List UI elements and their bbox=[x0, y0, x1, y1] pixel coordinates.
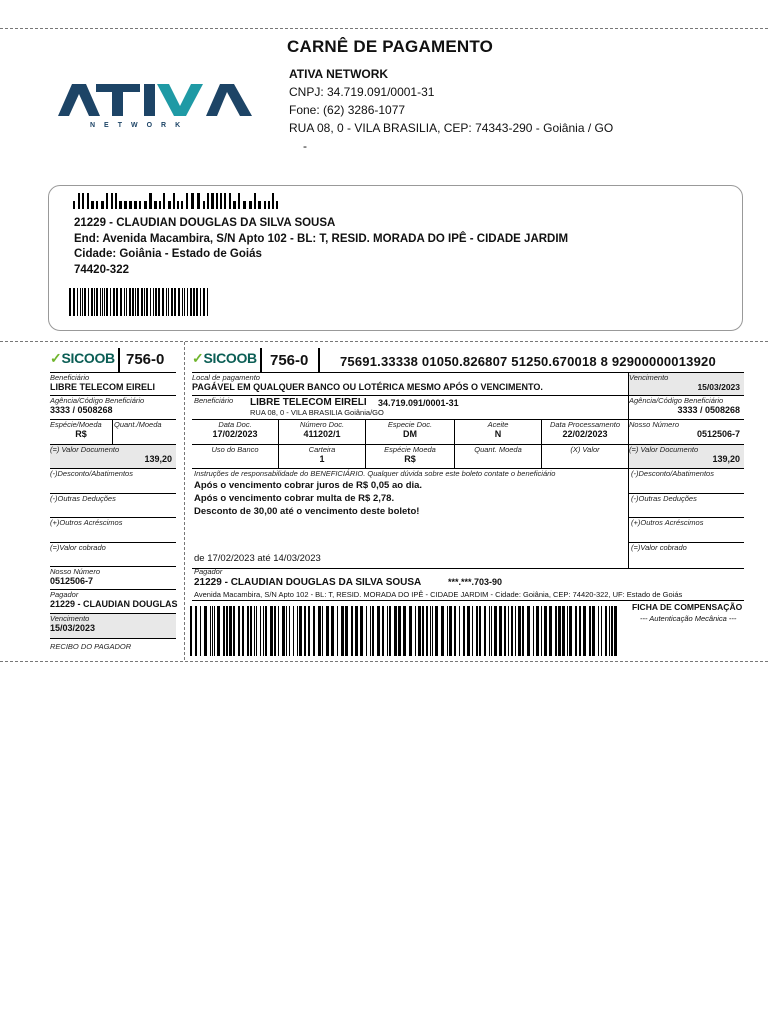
barcode-bar bbox=[370, 606, 371, 656]
barcode-bar bbox=[270, 606, 273, 656]
barcode-bar bbox=[78, 193, 80, 209]
especie-moeda: R$ bbox=[404, 454, 416, 464]
barcode-bar bbox=[220, 193, 222, 209]
barcode-bar bbox=[200, 288, 201, 316]
receipt-beneficiario-label: Beneficiário bbox=[50, 373, 90, 382]
barcode-bar bbox=[614, 606, 617, 656]
digitable-line: 75691.33338 01050.826807 51250.670018 8 92900000013920 bbox=[340, 354, 716, 369]
receipt-nosso: 0512506-7 bbox=[50, 576, 94, 586]
especie-doc: DM bbox=[403, 429, 417, 439]
receipt-acrescimos-label: (+)Outros Acréscimos bbox=[50, 518, 123, 527]
barcode-bar bbox=[73, 288, 75, 316]
barcode-bar bbox=[94, 288, 95, 316]
recipient-zip: 74420-322 bbox=[74, 263, 129, 276]
uso-banco-label: Uso do Banco bbox=[211, 445, 259, 454]
barcode-bar bbox=[233, 201, 236, 209]
company-address: RUA 08, 0 - VILA BRASILIA, CEP: 74343-290 - Goiânia / GO bbox=[289, 121, 614, 135]
barcode-bar bbox=[119, 201, 122, 209]
barcode-bar bbox=[177, 201, 179, 209]
data-doc: 17/02/2023 bbox=[212, 429, 258, 439]
barcode-bar bbox=[115, 193, 117, 209]
barcode-bar bbox=[116, 288, 118, 316]
barcode-bar bbox=[203, 288, 205, 316]
barcode-bar bbox=[268, 201, 270, 209]
barcode-bar bbox=[200, 606, 201, 656]
receipt-outras-label: (-)Outras Deduções bbox=[50, 494, 116, 503]
barcode-bar bbox=[137, 288, 139, 316]
barcode-bar bbox=[508, 606, 509, 656]
barcode-bar bbox=[293, 606, 294, 656]
barcode-bar bbox=[242, 606, 244, 656]
barcode-bar bbox=[91, 201, 94, 209]
barcode-bar bbox=[195, 606, 197, 656]
barcode-bar bbox=[422, 606, 424, 656]
barcode-bar bbox=[129, 288, 131, 316]
barcode-bar bbox=[398, 606, 401, 656]
barcode-bar bbox=[96, 288, 98, 316]
barcode-bar bbox=[139, 201, 141, 209]
autenticacao-mecanica: --- Autenticação Mecânica --- bbox=[640, 614, 737, 623]
barcode-bar bbox=[193, 288, 195, 316]
receipt-valor-label: (=) Valor Documento bbox=[50, 445, 120, 454]
slip-bank-header bbox=[192, 348, 744, 372]
barcode-bar bbox=[341, 606, 344, 656]
slip-cobrado-label: (=)Valor cobrado bbox=[631, 543, 687, 552]
local-label: Local de pagamento bbox=[192, 373, 260, 382]
zip-barcode bbox=[69, 288, 211, 316]
barcode-bar bbox=[499, 606, 502, 656]
barcode-bar bbox=[355, 606, 358, 656]
barcode-bar bbox=[88, 288, 89, 316]
barcode-bar bbox=[91, 288, 93, 316]
company-cnpj: CNPJ: 34.719.091/0001-31 bbox=[289, 85, 435, 99]
barcode-bar bbox=[173, 193, 175, 209]
barcode-bar bbox=[337, 606, 338, 656]
receipt-venc-label: Vencimento bbox=[50, 614, 90, 623]
barcode-bar bbox=[190, 606, 192, 656]
barcode-bar bbox=[522, 606, 524, 656]
receipt-pagador: 21229 - CLAUDIAN DOUGLAS bbox=[50, 599, 178, 609]
barcode-bar bbox=[331, 606, 334, 656]
quant-moeda-label: Quant. Moeda bbox=[474, 445, 522, 454]
barcode-bar bbox=[432, 606, 433, 656]
barcode-bar bbox=[549, 606, 552, 656]
barcode-bar bbox=[558, 606, 561, 656]
especie-moeda-label: Espécie Moeda bbox=[384, 445, 436, 454]
slip-agencia-label: Agência/Código Beneficiário bbox=[629, 396, 724, 405]
barcode-bar bbox=[555, 606, 557, 656]
barcode-bar bbox=[360, 606, 363, 656]
aceite-label: Aceite bbox=[487, 420, 509, 429]
company-name: ATIVA NETWORK bbox=[289, 67, 389, 81]
barcode-bar bbox=[265, 606, 267, 656]
barcode-bar bbox=[382, 606, 384, 656]
slip-benef-addr: RUA 08, 0 - VILA BRASILIA Goiânia/GO bbox=[250, 408, 384, 417]
barcode-bar bbox=[110, 288, 111, 316]
barcode-bar bbox=[106, 288, 108, 316]
barcode-bar bbox=[286, 606, 287, 656]
barcode-bar bbox=[243, 201, 246, 209]
recipient-name: 21229 - CLAUDIAN DOUGLAS DA SILVA SOUSA bbox=[74, 217, 336, 229]
barcode-bar bbox=[609, 606, 610, 656]
barcode-bar bbox=[351, 606, 353, 656]
barcode-bar bbox=[187, 288, 188, 316]
barcode-bar bbox=[73, 201, 75, 209]
barcode-bar bbox=[260, 606, 261, 656]
barcode-bar bbox=[484, 606, 486, 656]
barcode-bar bbox=[190, 288, 192, 316]
slip-pagador-addr: Avenida Macambira, S/N Apto 102 - BL: T, RESID. MORADA DO IPÊ - CIDADE JARDIM - Cidade: Goiânia, CEP: 74420-322, UF: Estado de Goiás bbox=[194, 590, 683, 599]
barcode-bar bbox=[77, 288, 78, 316]
barcode-bar bbox=[224, 193, 226, 209]
barcode-bar bbox=[318, 606, 321, 656]
barcode-bar bbox=[403, 606, 406, 656]
barcode-bar bbox=[276, 201, 278, 209]
barcode-bar bbox=[418, 606, 421, 656]
receipt-venc: 15/03/2023 bbox=[50, 623, 96, 633]
barcode-bar bbox=[583, 606, 586, 656]
barcode-bar bbox=[366, 606, 367, 656]
barcode-bar bbox=[129, 201, 132, 209]
barcode-bar bbox=[299, 606, 302, 656]
data-doc-label: Data Doc. bbox=[218, 420, 252, 429]
barcode-bar bbox=[84, 288, 86, 316]
barcode-bar bbox=[467, 606, 470, 656]
instr-period: de 17/02/2023 até 14/03/2023 bbox=[194, 553, 321, 564]
barcode-bar bbox=[289, 606, 290, 656]
aceite: N bbox=[494, 429, 502, 439]
barcode-bar bbox=[100, 288, 101, 316]
barcode-bar bbox=[274, 606, 276, 656]
barcode-bar bbox=[229, 193, 231, 209]
barcode-bar bbox=[489, 606, 490, 656]
slip-pagador-cpf: ***.***.703-90 bbox=[448, 577, 503, 587]
barcode-bar bbox=[389, 606, 391, 656]
barcode-bar bbox=[598, 606, 599, 656]
instr-multa: Após o vencimento cobrar multa de R$ 2,78. bbox=[194, 493, 395, 504]
barcode-bar bbox=[504, 606, 506, 656]
receipt-quant-label: Quant./Moeda bbox=[114, 420, 162, 429]
slip-valor: 139,20 bbox=[712, 454, 740, 464]
barcode-bar bbox=[256, 606, 257, 656]
barcode-bar bbox=[377, 606, 380, 656]
barcode-bar bbox=[567, 606, 568, 656]
barcode-bar bbox=[178, 288, 180, 316]
barcode-bar bbox=[226, 606, 228, 656]
barcode-bar bbox=[126, 288, 127, 316]
barcode-bar bbox=[544, 606, 547, 656]
data-proc-label: Data Processamento bbox=[549, 420, 621, 429]
bottom-cut-line bbox=[0, 661, 768, 662]
ficha-compensacao: FICHA DE COMPENSAÇÃO bbox=[632, 602, 743, 612]
slip-benef-label: Beneficiário bbox=[194, 396, 234, 405]
receipt-agencia: 3333 / 0508268 bbox=[50, 405, 113, 415]
barcode-bar bbox=[518, 606, 521, 656]
slip-benef-cnpj: 34.719.091/0001-31 bbox=[378, 398, 459, 408]
barcode-bar bbox=[132, 288, 134, 316]
barcode-bar bbox=[494, 606, 497, 656]
barcode-bar bbox=[605, 606, 607, 656]
barcode-bar bbox=[459, 606, 460, 656]
barcode-bar bbox=[223, 606, 225, 656]
receipt-especie-label: Espécie/Moeda bbox=[50, 420, 102, 429]
slip-bank-code: 756-0 bbox=[270, 352, 309, 369]
barcode-bar bbox=[87, 193, 89, 209]
barcode-bar bbox=[144, 288, 145, 316]
barcode-bar bbox=[441, 606, 444, 656]
barcode-bar bbox=[254, 193, 256, 209]
barcode-bar bbox=[601, 606, 602, 656]
barcode-bar bbox=[575, 606, 577, 656]
barcode-bar bbox=[569, 606, 572, 656]
barcode-bar bbox=[155, 288, 157, 316]
barcode-bar bbox=[216, 193, 218, 209]
carteira: 1 bbox=[319, 454, 325, 464]
barcode-bar bbox=[102, 288, 103, 316]
barcode-bar bbox=[217, 606, 220, 656]
barcode-bar bbox=[149, 193, 152, 209]
slip-acrescimos-label: (+)Outros Acréscimos bbox=[631, 518, 704, 527]
barcode-bar bbox=[297, 606, 298, 656]
company-logo bbox=[56, 78, 256, 138]
barcode-bar bbox=[304, 606, 306, 656]
receipt-valor: 139,20 bbox=[144, 454, 172, 464]
barcode-bar bbox=[238, 193, 240, 209]
barcode-bar bbox=[159, 201, 161, 209]
barcode-bar bbox=[203, 201, 205, 209]
receipt-nosso-label: Nosso Número bbox=[50, 567, 101, 576]
barcode-bar bbox=[430, 606, 431, 656]
barcode-bar bbox=[146, 288, 148, 316]
numero-doc: 411202/1 bbox=[303, 429, 341, 439]
barcode-bar bbox=[611, 606, 613, 656]
barcode-bar bbox=[476, 606, 478, 656]
barcode-bar bbox=[214, 606, 215, 656]
postal-barcode bbox=[73, 193, 283, 209]
barcode-bar bbox=[197, 193, 200, 209]
barcode-bar bbox=[174, 288, 176, 316]
slip-benef-name: LIBRE TELECOM EIRELI bbox=[250, 397, 367, 408]
barcode-bar bbox=[229, 606, 232, 656]
recipient-street: End: Avenida Macambira, S/N Apto 102 - BL: T, RESID. MORADA DO IPÊ - CIDADE JARDIM bbox=[74, 232, 569, 245]
barcode-bar bbox=[182, 288, 183, 316]
barcode-bar bbox=[212, 606, 213, 656]
barcode-bar bbox=[589, 606, 591, 656]
barcode-bar bbox=[249, 201, 252, 209]
barcode-bar bbox=[144, 201, 147, 209]
barcode-bar bbox=[124, 288, 125, 316]
barcode-bar bbox=[579, 606, 581, 656]
barcode-bar bbox=[322, 606, 323, 656]
numero-doc-label: Número Doc. bbox=[299, 420, 345, 429]
barcode-bar bbox=[562, 606, 565, 656]
instr-desconto: Desconto de 30,00 até o vencimento deste boleto! bbox=[194, 506, 420, 517]
barcode-bar bbox=[272, 193, 274, 209]
instr-label: Instruções de responsabilidade do BENEFICIÁRIO. Qualquer dúvida sobre este boleto contate o beneficiário bbox=[194, 469, 556, 478]
page-title: CARNÊ DE PAGAMENTO bbox=[287, 37, 494, 56]
barcode-bar bbox=[426, 606, 428, 656]
receipt-separator bbox=[184, 342, 185, 660]
barcode-bar bbox=[454, 606, 456, 656]
barcode-bar bbox=[233, 606, 235, 656]
barcode-bar bbox=[207, 288, 208, 316]
barcode-bar bbox=[491, 606, 492, 656]
barcode-bar bbox=[171, 288, 173, 316]
logo-subtitle: NETWORK bbox=[90, 122, 190, 129]
barcode-bar bbox=[515, 606, 516, 656]
receipt-cobrado-label: (=)Valor cobrado bbox=[50, 543, 106, 552]
slip-nosso-label: Nosso Número bbox=[629, 420, 680, 429]
especie-doc-label: Especie Doc. bbox=[387, 420, 433, 429]
barcode-bar bbox=[247, 606, 249, 656]
barcode-bar bbox=[326, 606, 329, 656]
barcode-bar bbox=[387, 606, 388, 656]
receipt-bank-header bbox=[50, 348, 176, 372]
boleto-barcode bbox=[190, 606, 620, 656]
barcode-bar bbox=[415, 606, 416, 656]
barcode-bar bbox=[541, 606, 542, 656]
barcode-bar bbox=[409, 606, 412, 656]
slip-outras-label: (-)Outras Deduções bbox=[631, 494, 697, 503]
barcode-bar bbox=[372, 606, 374, 656]
barcode-bar bbox=[124, 201, 127, 209]
barcode-bar bbox=[254, 606, 255, 656]
slip-pagador-label: Pagador bbox=[194, 567, 223, 576]
receipt-pagador-label: Pagador bbox=[50, 590, 79, 599]
barcode-bar bbox=[184, 288, 185, 316]
slip-agencia: 3333 / 0508268 bbox=[677, 405, 740, 415]
header-dash: - bbox=[303, 139, 307, 153]
barcode-bar bbox=[263, 606, 264, 656]
barcode-bar bbox=[313, 606, 315, 656]
local-value: PAGÁVEL EM QUALQUER BANCO OU LOTÉRICA MESMO APÓS O VENCIMENTO. bbox=[192, 382, 543, 392]
barcode-bar bbox=[211, 193, 214, 209]
receipt-agencia-label: Agência/Código Beneficiário bbox=[50, 396, 145, 405]
barcode-bar bbox=[163, 193, 165, 209]
receipt-bank-code: 756-0 bbox=[126, 351, 165, 368]
slip-nosso: 0512506-7 bbox=[696, 429, 740, 439]
barcode-bar bbox=[153, 288, 154, 316]
barcode-bar bbox=[104, 288, 105, 316]
barcode-bar bbox=[449, 606, 452, 656]
barcode-bar bbox=[527, 606, 530, 656]
barcode-bar bbox=[204, 606, 207, 656]
slip-desconto-label: (-)Desconto/Abatimentos bbox=[631, 469, 714, 478]
barcode-bar bbox=[168, 288, 169, 316]
barcode-bar bbox=[533, 606, 534, 656]
sicoob-logo: ✓SICOOB bbox=[50, 350, 115, 366]
barcode-bar bbox=[154, 201, 157, 209]
sicoob-logo-main: ✓SICOOB bbox=[192, 350, 257, 366]
barcode-bar bbox=[96, 201, 98, 209]
barcode-bar bbox=[472, 606, 473, 656]
middle-cut-line bbox=[0, 341, 768, 342]
barcode-bar bbox=[479, 606, 481, 656]
barcode-bar bbox=[158, 288, 160, 316]
barcode-bar bbox=[536, 606, 539, 656]
barcode-bar bbox=[196, 288, 198, 316]
data-proc: 22/02/2023 bbox=[562, 429, 608, 439]
slip-pagador: 21229 - CLAUDIAN DOUGLAS DA SILVA SOUSA bbox=[194, 577, 422, 588]
company-phone: Fone: (62) 3286-1077 bbox=[289, 103, 406, 117]
barcode-bar bbox=[168, 201, 171, 209]
barcode-bar bbox=[181, 201, 183, 209]
barcode-bar bbox=[141, 288, 143, 316]
barcode-bar bbox=[207, 193, 209, 209]
receipt-desconto-label: (-)Desconto/Abatimentos bbox=[50, 469, 133, 478]
barcode-bar bbox=[282, 606, 285, 656]
barcode-bar bbox=[82, 288, 83, 316]
barcode-bar bbox=[435, 606, 438, 656]
barcode-bar bbox=[106, 193, 108, 209]
receipt-footer: RECIBO DO PAGADOR bbox=[50, 642, 132, 651]
barcode-bar bbox=[345, 606, 348, 656]
top-cut-line bbox=[0, 28, 768, 29]
barcode-bar bbox=[463, 606, 465, 656]
barcode-bar bbox=[592, 606, 595, 656]
barcode-bar bbox=[264, 201, 266, 209]
recipient-city: Cidade: Goiânia - Estado de Goiás bbox=[74, 248, 262, 260]
barcode-bar bbox=[111, 193, 113, 209]
barcode-bar bbox=[258, 201, 261, 209]
slip-venc: 15/03/2023 bbox=[697, 382, 740, 392]
barcode-bar bbox=[308, 606, 310, 656]
barcode-bar bbox=[150, 288, 151, 316]
barcode-bar bbox=[162, 288, 164, 316]
carteira-label: Carteira bbox=[308, 445, 336, 454]
barcode-bar bbox=[210, 606, 211, 656]
barcode-bar bbox=[69, 288, 71, 316]
barcode-bar bbox=[134, 201, 137, 209]
barcode-bar bbox=[394, 606, 397, 656]
receipt-especie: R$ bbox=[75, 429, 87, 439]
slip-valor-label: (=) Valor Documento bbox=[629, 445, 699, 454]
barcode-bar bbox=[82, 193, 84, 209]
barcode-bar bbox=[278, 606, 279, 656]
barcode-bar bbox=[447, 606, 448, 656]
barcode-bar bbox=[250, 606, 252, 656]
instr-juros: Após o vencimento cobrar juros de R$ 0,05 ao dia. bbox=[194, 480, 423, 491]
barcode-bar bbox=[238, 606, 240, 656]
mailing-address-box bbox=[48, 185, 743, 331]
barcode-bar bbox=[186, 193, 188, 209]
barcode-bar bbox=[80, 288, 81, 316]
receipt-beneficiario: LIBRE TELECOM EIRELI bbox=[50, 382, 156, 392]
barcode-bar bbox=[101, 201, 104, 209]
barcode-bar bbox=[113, 288, 115, 316]
barcode-bar bbox=[135, 288, 136, 316]
x-valor-label: (X) Valor bbox=[570, 445, 600, 454]
barcode-bar bbox=[166, 288, 167, 316]
slip-venc-label: Vencimento bbox=[629, 373, 669, 382]
barcode-bar bbox=[191, 193, 194, 209]
barcode-bar bbox=[511, 606, 513, 656]
barcode-bar bbox=[120, 288, 122, 316]
